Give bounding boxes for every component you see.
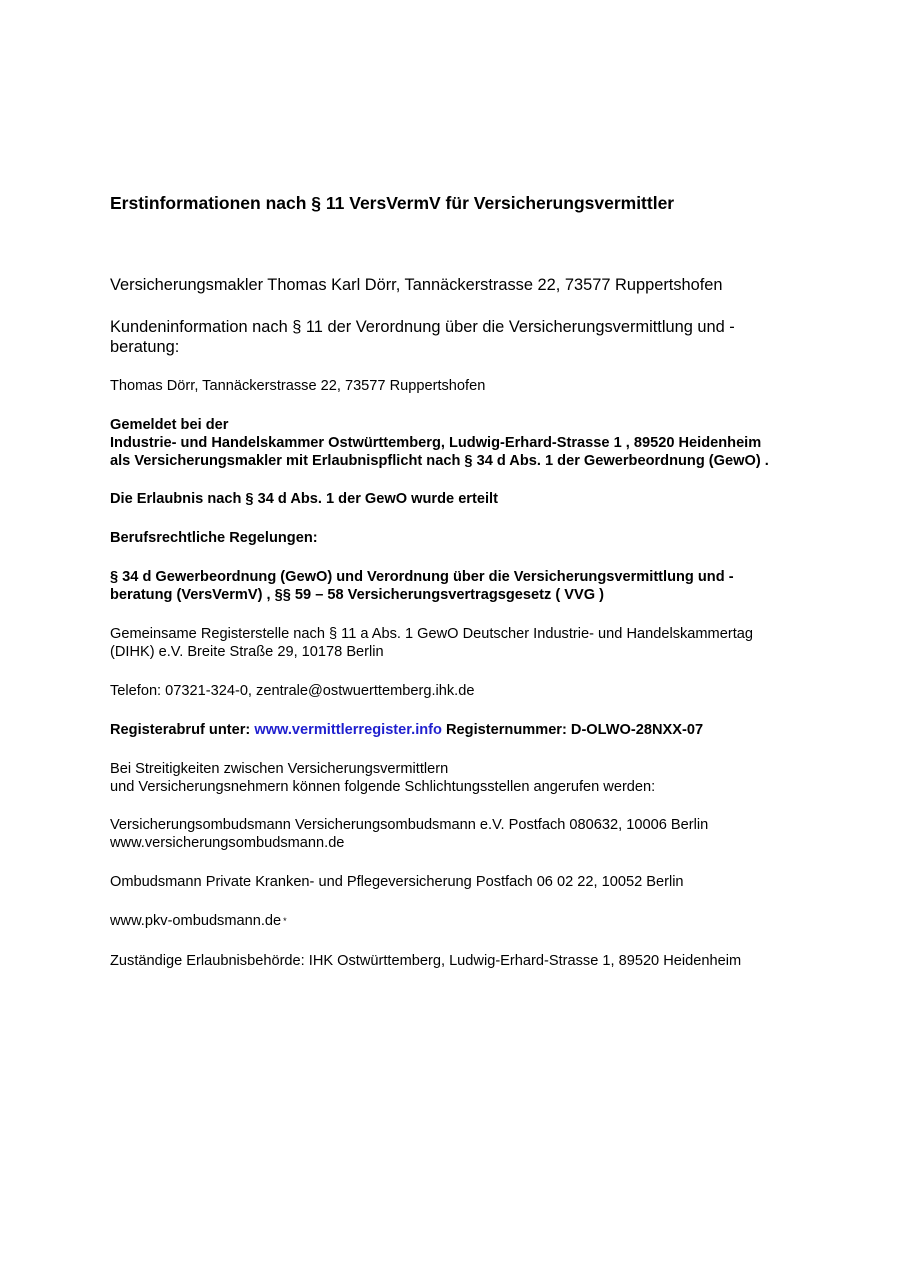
insurance-ombudsman-line-1: Versicherungsombudsmann Versicherungsombudsmann e.V. Postfach 080632, 10006 Berlin [110,817,709,833]
pkv-link-line [110,912,810,930]
customer-info-line-1: Kundeninformation nach § 11 der Verordnung über die Versicherungsvermittlung und - [110,318,735,336]
address-line: Thomas Dörr, Tannäckerstrasse 22, 73577 Ruppertshofen [110,378,486,394]
permission-statement: Die Erlaubnis nach § 34 d Abs. 1 der GewO wurde erteilt [110,491,498,507]
phone-line: Telefon: 07321-324-0, zentrale@ostwuerttemberg.ihk.de [110,683,475,699]
register-number: Registernummer: D-OLWO-28NXX-07 [446,722,704,738]
register-lookup-label: Registerabruf unter: [110,722,251,738]
regulations-line-1: § 34 d Gewerbeordnung (GewO) und Verordnung über die Versicherungsvermittlung und - [110,569,734,585]
broker-line: Versicherungsmakler Thomas Karl Dörr, Tannäckerstrasse 22, 73577 Ruppertshofen [110,276,723,294]
regulations-heading: Berufsrechtliche Regelungen: [110,530,318,546]
registration-line-3: als Versicherungsmakler mit Erlaubnispflicht nach § 34 d Abs. 1 der Gewerbeordnung (GewO) . [110,453,769,469]
register-lookup-line [110,721,810,739]
health-ombudsman-line: Ombudsmann Private Kranken- und Pflegeversicherung Postfach 06 02 22, 10052 Berlin [110,874,684,890]
registration-line-1: Gemeldet bei der [110,417,229,433]
customer-info-line-2: beratung: [110,337,180,356]
pkv-ombudsman-link[interactable]: www.pkv-ombudsmann.de [110,913,282,929]
customer-info-paragraph [110,318,810,357]
register-office-line-1: Gemeinsame Registerstelle nach § 11 a Abs. 1 GewO Deutscher Industrie- und Handelskammertag [110,626,753,642]
page-title: Erstinformationen nach § 11 VersVermV für Versicherungsvermittler [110,193,675,213]
authority-line: Zuständige Erlaubnisbehörde: IHK Ostwürttemberg, Ludwig-Erhard-Strasse 1, 89520 Heidenheim [110,953,742,969]
asterisk-mark: * [283,916,287,927]
insurance-ombudsman-paragraph [110,816,810,852]
insurance-ombudsman-link[interactable]: www.versicherungsombudsmann.de [110,835,345,851]
register-office-line-2: (DIHK) e.V. Breite Straße 29, 10178 Berlin [110,644,384,660]
registration-paragraph [110,416,810,470]
disputes-line-2: und Versicherungsnehmern können folgende Schlichtungsstellen angerufen werden: [110,779,656,795]
regulations-line-2: beratung (VersVermV) , §§ 59 – 58 Versicherungsvertragsgesetz ( VVG ) [110,587,604,603]
disputes-paragraph [110,760,810,796]
register-lookup-link[interactable]: www.vermittlerregister.info [254,722,442,738]
registration-line-2: Industrie- und Handelskammer Ostwürttemberg, Ludwig-Erhard-Strasse 1 , 89520 Heidenheim [110,435,762,451]
disputes-line-1: Bei Streitigkeiten zwischen Versicherungsvermittlern [110,761,449,777]
regulations-paragraph [110,568,810,604]
register-office-paragraph [110,625,810,661]
